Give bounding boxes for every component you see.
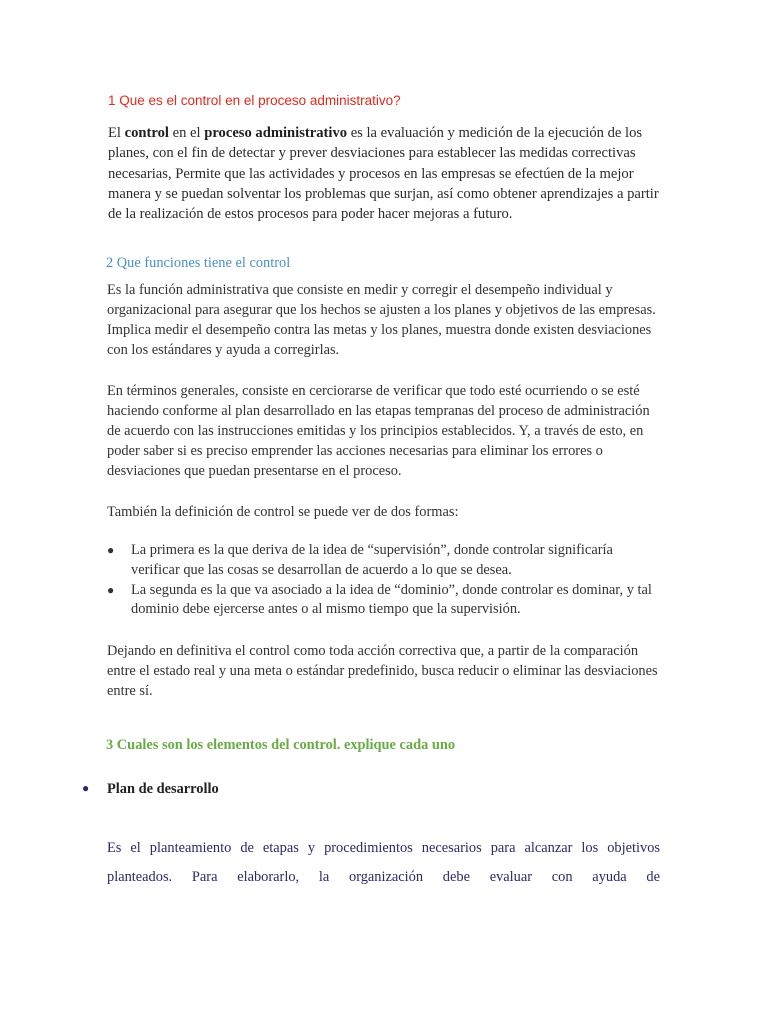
list-item [107,581,663,621]
section-2-paragraph-1: Es la función administrativa que consiste en medir y corregir el desempeño individual y organizacional para asegurar que los hechos se ajusten a los planes y objetivos de las empresas. Implica medir el desempeño contra las metas y los planes, muestra donde existen desviaciones con los estándares y ayuda a corregirlas. [107,282,656,358]
list-item-text: La primera es la que deriva de la idea de “supervisión”, donde controlar significaría verificar que las cosas se desarrollan de acuerdo a lo que se desea. [131,542,613,578]
bullet-icon: ● [82,781,90,795]
bullet-icon: ● [107,543,115,557]
bold-term-proceso: proceso administrativo [204,125,348,141]
list-item [107,541,663,581]
paragraph-text: en el [168,125,205,141]
section-2-paragraph-2: En términos generales, consiste en cerciorarse de verificar que todo esté ocurriendo o se esté haciendo conforme al plan desarrollado en las etapas tempranas del proceso de administración de acuerdo con las instrucciones emitidas y los principios establecidos. Y, a través de esto, en poder saber si es preciso emprender las acciones necesarias para eliminar los errores o desviaciones que puedan presentarse en el proceso. [107,383,650,479]
section-2-paragraph-4: Dejando en definitiva el control como toda acción correctiva que, a partir de la comparación entre el estado real y una meta o estándar predefinido, busca reducir o eliminar las desviaciones entre sí. [107,643,658,699]
list-item-text: La segunda es la que va asociado a la idea de “dominio”, donde controlar es dominar, y tal dominio debe ejercerse antes o al mismo tiempo que la supervisión. [131,581,652,618]
paragraph-text: es la evaluación y medición de la ejecución de los planes, con el fin de detectar y prever desviaciones para establecer las medidas correctivas necesarias, Permite que las actividades y procesos en las empresas se efectúen de la mejor manera y se puedan solventar los problemas que surjan, así como obtener aprendizajes a partir de la realización de estos procesos para poder hacer mejoras a futuro. [108,125,659,223]
section-2-heading: 2 Que funciones tiene el control [106,255,291,271]
definition-bullet-list [107,541,663,620]
paragraph-text: El [108,125,125,141]
section-1-paragraph [108,123,664,224]
bullet-icon: ● [107,582,115,597]
section-3-heading: 3 Cuales son los elementos del control. explique cada uno [106,737,456,753]
section-2-paragraph-3: También la definición de control se puede ver de dos formas: [107,504,459,520]
bold-term-control: control [124,125,169,141]
section-1-heading: 1 Que es el control en el proceso administrativo? [108,93,401,108]
element-item-label: Plan de desarrollo [107,781,219,797]
plan-description-paragraph: Es el planteamiento de etapas y procedimientos necesarios para alcanzar los objetivos planteados. Para elaborarlo, la organización debe evaluar con ayuda de [107,840,660,885]
